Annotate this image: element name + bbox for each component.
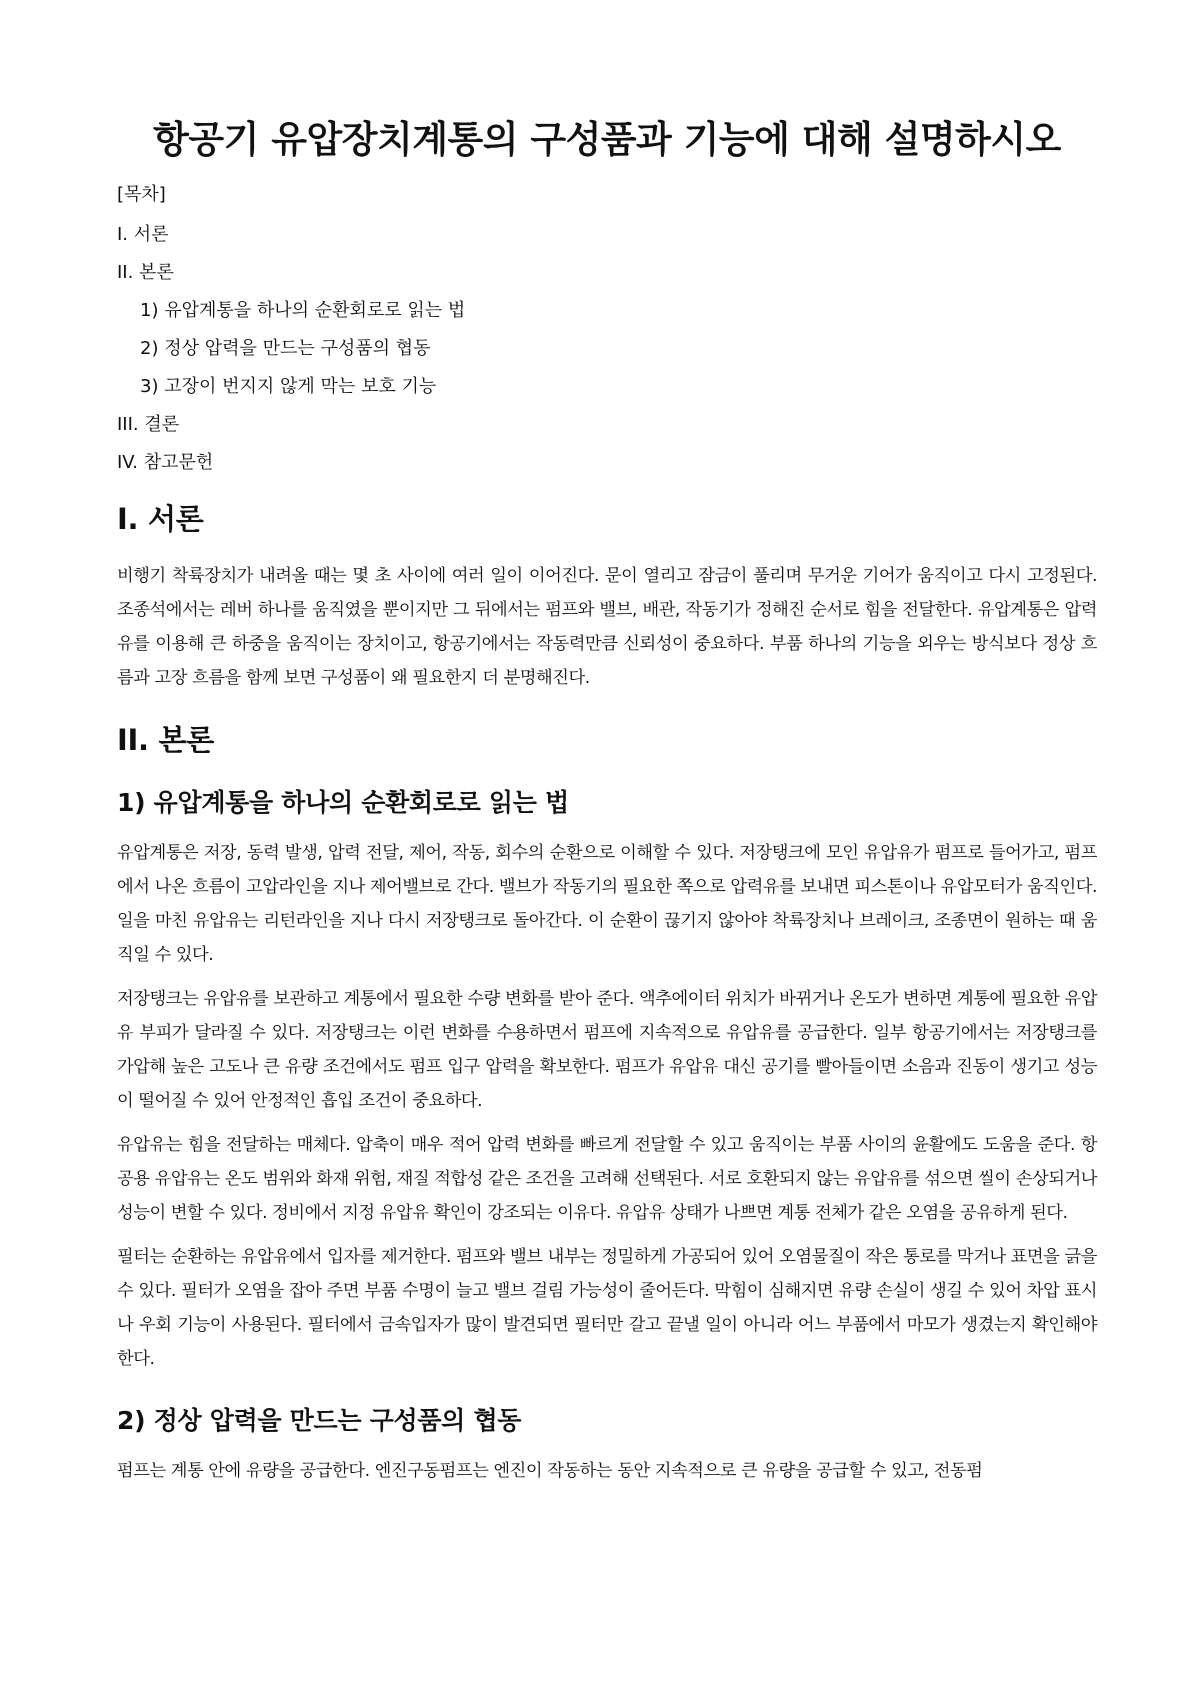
paragraph: 저장탱크는 유압유를 보관하고 계통에서 필요한 수량 변화를 받아 준다. 액추에이터 위치가 바뀌거나 온도가 변하면 계통에 필요한 유압유 부피가 달라질 수 있다. 저장탱크는 이런 변화를 수용하면서 펌프에 지속적으로 유압유를 공급한다. 일부 항공기에서는 저장탱크를 가압해 높은 고도나 큰 유량 조건에서도 펌프 입구 압력을 확보한다. 펌프가 유압유 대신 공기를 빨아들이면 소음과 진동이 생기고 성능이 떨어질 수 있어 안정적인 흡입 조건이 중요하다. <box>117 988 1097 1111</box>
subsection-heading-pressure: 2) 정상 압력을 만드는 구성품의 협동 <box>117 1405 522 1435</box>
toc-item: I. 서론 <box>117 224 169 246</box>
main-body-section <box>117 723 1097 1488</box>
introduction-section <box>117 502 1097 695</box>
section-heading-body: II. 본론 <box>117 723 214 758</box>
paragraph: 유압계통은 저장, 동력 발생, 압력 전달, 제어, 작동, 회수의 순환으로 이해할 수 있다. 저장탱크에 모인 유압유가 펌프로 들어가고, 펌프에서 나온 흐름이 고압라인을 지나 제어밸브로 간다. 밸브가 작동기의 필요한 쪽으로 압력유를 보내면 피스톤이나 유압모터가 움직인다. 일을 마친 유압유는 리턴라인을 지나 다시 저장탱크로 돌아간다. 이 순환이 끊기지 않아야 착륙장치나 브레이크, 조종면이 원하는 때 움직일 수 있다. <box>117 842 1097 965</box>
paragraph: 펌프는 계통 안에 유량을 공급한다. 엔진구동펌프는 엔진이 작동하는 동안 지속적으로 큰 유량을 공급할 수 있고, 전동펌 <box>117 1460 983 1481</box>
toc-item: 3) 고장이 번지지 않게 막는 보호 기능 <box>140 376 437 398</box>
section-heading-introduction: I. 서론 <box>117 502 204 537</box>
toc-item: 1) 유압계통을 하나의 순환회로로 읽는 법 <box>140 300 466 322</box>
toc-item: III. 결론 <box>117 414 180 436</box>
toc-heading: [목차] <box>117 184 166 206</box>
toc-item: IV. 참고문헌 <box>117 452 214 474</box>
toc-item: 2) 정상 압력을 만드는 구성품의 협동 <box>140 338 431 360</box>
table-of-contents <box>117 184 1097 474</box>
document-title: 항공기 유압장치계통의 구성품과 기능에 대해 설명하시오 <box>153 118 1061 161</box>
toc-item: II. 본론 <box>117 262 174 284</box>
paragraph: 유압유는 힘을 전달하는 매체다. 압축이 매우 적어 압력 변화를 빠르게 전달할 수 있고 움직이는 부품 사이의 윤활에도 도움을 준다. 항공용 유압유는 온도 범위와 화재 위험, 재질 적합성 같은 조건을 고려해 선택된다. 서로 호환되지 않는 유압유를 섞으면 씰이 손상되거나 성능이 변할 수 있다. 정비에서 지정 유압유 확인이 강조되는 이유다. 유압유 상태가 나쁘면 계통 전체가 같은 오염을 공유하게 된다. <box>117 1134 1097 1223</box>
subsection-heading-circulation: 1) 유압계통을 하나의 순환회로로 읽는 법 <box>117 787 569 817</box>
paragraph: 필터는 순환하는 유압유에서 입자를 제거한다. 펌프와 밸브 내부는 정밀하게 가공되어 있어 오염물질이 작은 통로를 막거나 표면을 긁을 수 있다. 필터가 오염을 잡아 주면 부품 수명이 늘고 밸브 걸림 가능성이 줄어든다. 막힘이 심해지면 유량 손실이 생길 수 있어 차압 표시나 우회 기능이 사용된다. 필터에서 금속입자가 많이 발견되면 필터만 갈고 끝낼 일이 아니라 어느 부품에서 마모가 생겼는지 확인해야 한다. <box>117 1246 1097 1369</box>
paragraph: 비행기 착륙장치가 내려올 때는 몇 초 사이에 여러 일이 이어진다. 문이 열리고 잠금이 풀리며 무거운 기어가 움직이고 다시 고정된다. 조종석에서는 레버 하나를 움직였을 뿐이지만 그 뒤에서는 펌프와 밸브, 배관, 작동기가 정해진 순서로 힘을 전달한다. 유압계통은 압력유를 이용해 큰 하중을 움직이는 장치이고, 항공기에서는 작동력만큼 신뢰성이 중요하다. 부품 하나의 기능을 외우는 방식보다 정상 흐름과 고장 흐름을 함께 보면 구성품이 왜 필요한지 더 분명해진다. <box>117 566 1097 689</box>
